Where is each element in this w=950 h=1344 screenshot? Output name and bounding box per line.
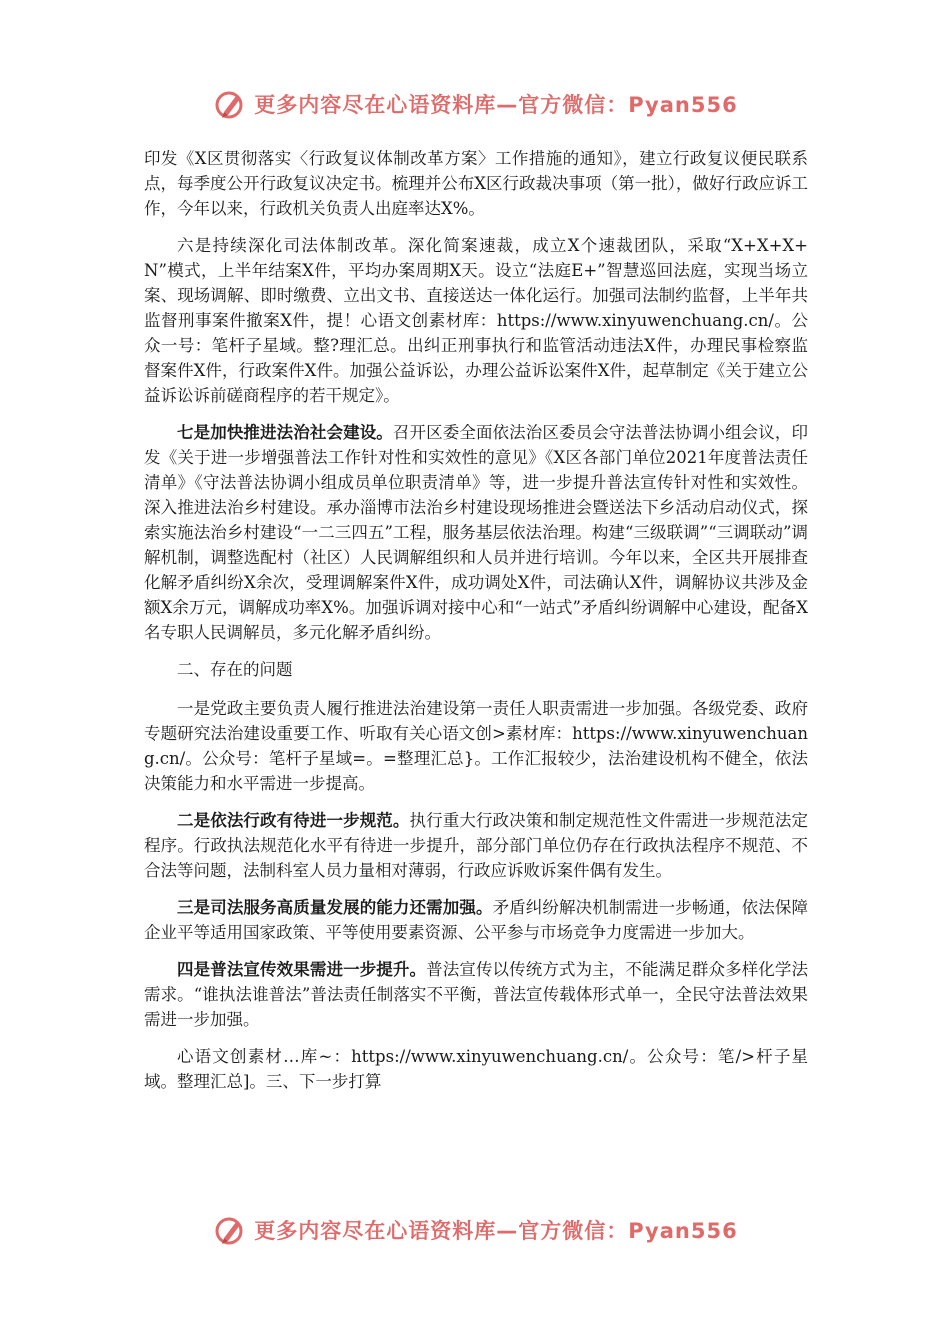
paragraph-lead: 七是加快推进法治社会建设。 [177, 423, 393, 442]
section-heading-text: 二、存在的问题 [177, 660, 293, 679]
paragraph-text: 普法宣传以传统方式为主，不能满足群众多样化学法需求。“谁执法谁普法”普法责任制落实不平衡，普法宣传载体形式单一，全民守法普法效果需进一步加强。 [144, 960, 809, 1029]
pen-nib-logo-icon [212, 1212, 248, 1248]
paragraph [144, 146, 808, 221]
paragraph [144, 808, 808, 883]
paragraph-text: 矛盾纠纷解决机制需进一步畅通，依法保障企业平等适用国家政策、平等使用要素资源、公平参与市场竞争力度需进一步加大。 [144, 898, 809, 942]
paragraph [144, 233, 808, 408]
paragraph-text: 一是党政主要负责人履行推进法治建设第一责任人职责需进一步加强。各级党委、政府专题研究法治建设重要工作、听取有关心语文创>素材库：https://www.xinyuwenchuang.cn/。公众号：笔杆子星域=。=整理汇总}。工作汇报较少，法治建设机构不健全，依法决策能力和水平需进一步提高。 [144, 699, 808, 793]
paragraph [144, 1044, 808, 1094]
banner-text: 更多内容尽在心语资料库—官方微信：Pyan556 [254, 93, 738, 117]
paragraph-text: 执行重大行政决策和制定规范性文件需进一步规范法定程序。行政执法规范化水平有待进一步提升，部分部门单位仍存在行政执法程序不规范、不合法等问题，法制科室人员力量相对薄弱，行政应诉败诉案件偶有发生。 [144, 811, 809, 880]
paragraph [144, 957, 808, 1032]
footer-watermark-banner [0, 1210, 950, 1250]
paragraph-lead: 二是依法行政有待进一步规范。 [177, 811, 410, 830]
paragraph-text: 心语文创素材…库~：https://www.xinyuwenchuang.cn/。公众号：笔/>杆子星域。整理汇总]。三、下一步打算 [144, 1047, 808, 1091]
paragraph-text: 六是持续深化司法体制改革。深化简案速裁，成立X个速裁团队，采取“X+X+X+N”模式，上半年结案X件，平均办案周期X天。设立“法庭E+”智慧巡回法庭，实现当场立案、现场调解、即时缴费、立出文书、直接送达一体化运行。加强司法制约监督，上半年共监督刑事案件撤案X件，提！心语文创素材库：https://www.xinyuwenchuang.cn/。公众一号：笔杆子星域。整?理汇总。出纠正刑事执行和监管活动违法X件，办理民事检察监督案件X件，行政案件X件。加强公益诉讼，办理公益诉讼案件X件，起草制定《关于建立公益诉讼诉前磋商程序的若干规定》。 [144, 236, 808, 405]
paragraph-lead: 三是司法服务高质量发展的能力还需加强。 [177, 898, 493, 917]
paragraph-text: 召开区委全面依法治区委员会守法普法协调小组会议，印发《关于进一步增强普法工作针对性和实效性的意见》《X区各部门单位2021年度普法责任清单》《守法普法协调小组成员单位职责清单》等，进一步提升普法宣传针对性和实效性。深入推进法治乡村建设。承办淄博市法治乡村建设现场推进会暨送法下乡活动启动仪式，探索实施法治乡村建设“一二三四五”工程，服务基层依法治理。构建“三级联调”“三调联动”调解机制，调整选配村（社区）人民调解组织和人员并进行培训。今年以来，全区共开展排查化解矛盾纠纷X余次，受理调解案件X件，成功调处X件，司法确认X件，调解协议共涉及金额X余万元，调解成功率X%。加强诉调对接中心和“一站式”矛盾纠纷调解中心建设，配备X名专职人民调解员，多元化解矛盾纠纷。 [144, 423, 809, 642]
paragraph [144, 420, 808, 645]
paragraph [144, 895, 808, 945]
pen-nib-logo-icon [212, 86, 248, 122]
banner-text: 更多内容尽在心语资料库—官方微信：Pyan556 [254, 1219, 738, 1243]
document-body [144, 146, 808, 1106]
paragraph-text: 印发《X区贯彻落实〈行政复议体制改革方案〉工作措施的通知》，建立行政复议便民联系点，每季度公开行政复议决定书。梳理并公布X区行政裁决事项（第一批），做好行政应诉工作，今年以来，行政机关负责人出庭率达X%。 [144, 149, 808, 218]
paragraph [144, 696, 808, 796]
paragraph-lead: 四是普法宣传效果需进一步提升。 [177, 960, 427, 979]
header-watermark-banner [0, 84, 950, 124]
section-heading [144, 657, 808, 682]
